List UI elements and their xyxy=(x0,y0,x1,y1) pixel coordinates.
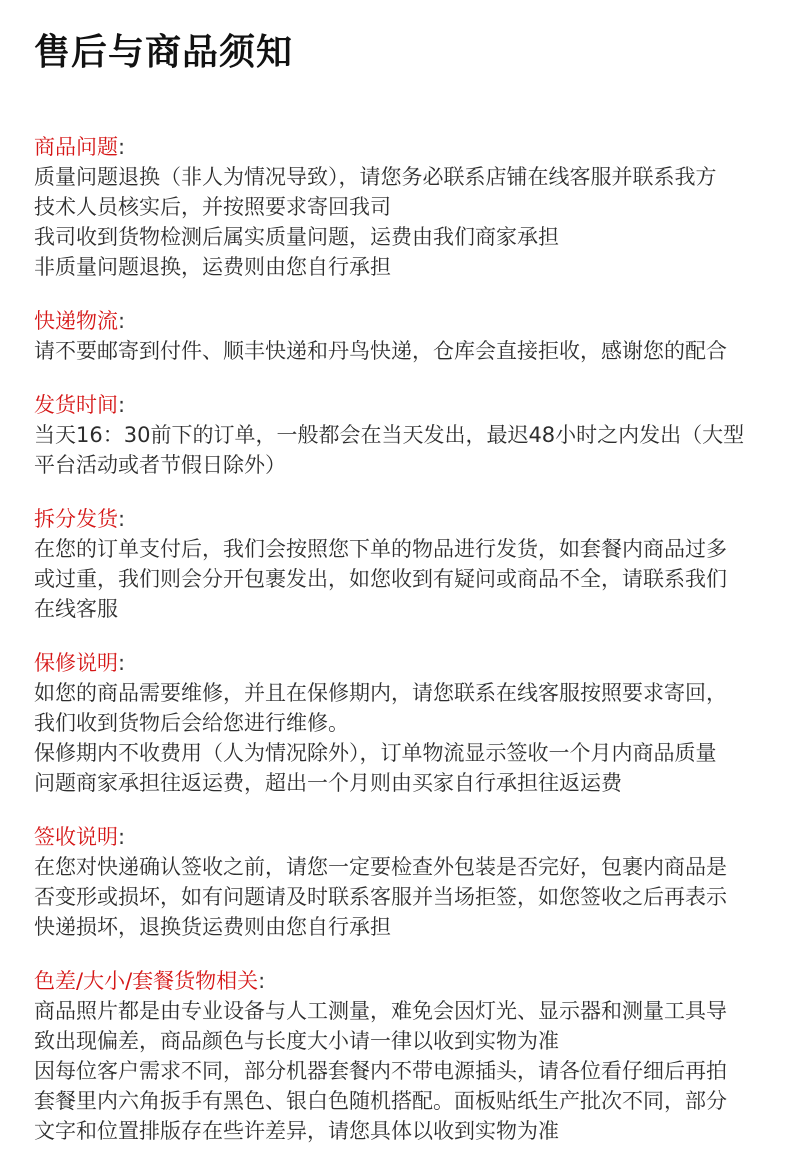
section-body-line: 因每位客户需求不同，部分机器套餐内不带电源插头，请各位看仔细后再拍 xyxy=(34,1059,727,1083)
section-body-line: 当天16：30前下的订单，一般都会在当天发出，最迟48小时之内发出（大型 xyxy=(34,423,745,447)
section-body-line: 致出现偏差，商品颜色与长度大小请一律以收到实物为准 xyxy=(34,1029,559,1053)
section-body-line: 或过重，我们则会分开包裹发出，如您收到有疑问或商品不全，请联系我们 xyxy=(34,567,727,591)
section-heading xyxy=(34,390,770,420)
section-body-line: 套餐里内六角扳手有黑色、银白色随机搭配。面板贴纸生产批次不同，部分 xyxy=(34,1089,727,1113)
section-body xyxy=(34,678,770,798)
section-body-line: 在线客服 xyxy=(34,597,118,621)
section-body-line: 技术人员核实后，并按照要求寄回我司 xyxy=(34,195,391,219)
section-body-line: 快递损坏，退换货运费则由您自行承担 xyxy=(34,915,391,939)
section-heading-text: 色差/大小/套餐货物相关 xyxy=(34,969,259,993)
section-body xyxy=(34,420,770,480)
section-heading-text: 商品问题 xyxy=(34,135,118,159)
notice-section xyxy=(34,966,770,1146)
section-heading-text: 发货时间 xyxy=(34,393,118,417)
section-heading-text: 拆分发货 xyxy=(34,507,118,531)
section-body-line: 如您的商品需要维修，并且在保修期内，请您联系在线客服按照要求寄回， xyxy=(34,681,727,705)
notice-section xyxy=(34,306,770,366)
section-body-line: 商品照片都是由专业设备与人工测量，难免会因灯光、显示器和测量工具导 xyxy=(34,999,727,1023)
notice-section xyxy=(34,504,770,624)
section-body xyxy=(34,336,770,366)
section-heading xyxy=(34,966,770,996)
section-body-line: 保修期内不收费用（人为情况除外），订单物流显示签收一个月内商品质量 xyxy=(34,741,717,765)
notice-section xyxy=(34,390,770,480)
sections-container xyxy=(34,132,770,1146)
section-body-line: 非质量问题退换，运费则由您自行承担 xyxy=(34,255,391,279)
section-body xyxy=(34,534,770,624)
section-heading xyxy=(34,822,770,852)
section-heading xyxy=(34,504,770,534)
page-title: 售后与商品须知 xyxy=(34,32,294,73)
section-body-line: 我们收到货物后会给您进行维修。 xyxy=(34,711,349,735)
section-heading-text: 签收说明 xyxy=(34,825,118,849)
section-heading xyxy=(34,306,770,336)
heading-colon: : xyxy=(118,135,126,159)
notice-section xyxy=(34,648,770,798)
section-body-line: 平台活动或者节假日除外） xyxy=(34,453,286,477)
heading-colon: : xyxy=(118,393,126,417)
heading-colon: : xyxy=(118,507,126,531)
section-body-line: 在您对快递确认签收之前，请您一定要检查外包装是否完好，包裹内商品是 xyxy=(34,855,727,879)
notice-section xyxy=(34,822,770,942)
section-body-line: 否变形或损坏，如有问题请及时联系客服并当场拒签，如您签收之后再表示 xyxy=(34,885,727,909)
section-body-line: 问题商家承担往返运费，超出一个月则由买家自行承担往返运费 xyxy=(34,771,622,795)
notice-section xyxy=(34,132,770,282)
section-body-line: 请不要邮寄到付件、顺丰快递和丹鸟快递，仓库会直接拒收，感谢您的配合 xyxy=(34,339,727,363)
section-heading-text: 保修说明 xyxy=(34,651,118,675)
section-heading xyxy=(34,132,770,162)
section-body xyxy=(34,852,770,942)
heading-colon: : xyxy=(118,651,126,675)
heading-colon: : xyxy=(258,969,266,993)
section-body-line: 在您的订单支付后，我们会按照您下单的物品进行发货，如套餐内商品过多 xyxy=(34,537,727,561)
section-heading-text: 快递物流 xyxy=(34,309,118,333)
section-body-line: 质量问题退换（非人为情况导致），请您务必联系店铺在线客服并联系我方 xyxy=(34,165,717,189)
section-body xyxy=(34,996,770,1146)
heading-colon: : xyxy=(118,825,126,849)
section-body-line: 文字和位置排版存在些许差异，请您具体以收到实物为准 xyxy=(34,1119,559,1143)
section-heading xyxy=(34,648,770,678)
section-body-line: 我司收到货物检测后属实质量问题，运费由我们商家承担 xyxy=(34,225,559,249)
section-body xyxy=(34,162,770,282)
heading-colon: : xyxy=(118,309,126,333)
